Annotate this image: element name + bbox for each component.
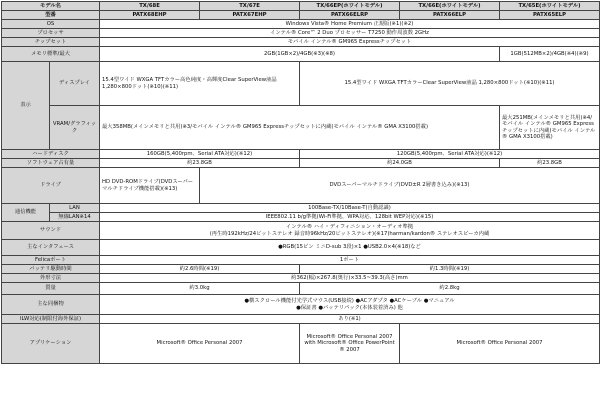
drive-value-b: DVDスーパーマルチドライブ(DVD±R 2層書き込み)(※13) [200, 168, 600, 204]
sound-value-line-2: (再生時192kHz/24ビットステレオ 録音時96kHz/20ビットステレオ)(※17)harman/kardon® ステレオスピーカ内蔵 [209, 230, 490, 237]
software-row [2, 159, 600, 168]
accessories-row [2, 295, 600, 315]
chipset-row [2, 38, 600, 47]
battery-value-b: 約1.3時間(※19) [300, 265, 600, 274]
display-row [2, 62, 600, 106]
apps-value-b: Microsoft® Office Personal 2007 with Microsoft® Office PowerPoint ® 2007 [300, 324, 400, 364]
interfaces-value: ●RGB(15ピン ミニD-sub 3段)×1 ●USB2.0×4(※18)など [100, 240, 600, 256]
weight-label: 質量 [2, 283, 100, 295]
sound-row [2, 222, 600, 240]
drive-label: ドライブ [2, 168, 100, 204]
display-label: ディスプレイ [50, 62, 100, 106]
comm-group-label: 通信機能 [2, 204, 50, 222]
sound-label: サウンド [2, 222, 100, 240]
wlan-value: IEEE802.11 b/g準拠(Wi-Fi準拠、WPA対応、128bit WEP対応)(※15) [100, 213, 600, 222]
ilw-row [2, 315, 600, 324]
accessories-value-line-2: ●保証書 ●バッテリパック(本体装着済み) 他 [296, 304, 403, 311]
dimensions-row [2, 274, 600, 283]
display-value-a: 15.4型ワイド WXGA TFTカラー高色純度・高輝度Clear SuperView液晶 1,280×800ドット(※10)(※11) [100, 62, 300, 106]
model-name-4: TX/66E(ホワイトモデル) [400, 2, 500, 11]
model-name-3: TX/66EP(ホワイトモデル) [300, 2, 400, 11]
model-name-label: モデル名 [2, 2, 100, 11]
apps-row [2, 324, 600, 364]
model-number-row [2, 11, 600, 20]
memory-label: メモリ標準/最大 [2, 47, 100, 62]
software-label: ソフトウェア占有量 [2, 159, 100, 168]
model-number-1: PATX68EHP [100, 11, 200, 20]
spec-table [1, 1, 600, 364]
memory-row [2, 47, 600, 62]
memory-value-a: 2GB(1GB×2)/4GB(※3)(※8) [100, 47, 500, 62]
memory-value-b: 1GB(512MB×2)/4GB(※4)(※9) [500, 47, 600, 62]
model-name-5: TX/65E(ホワイトモデル) [500, 2, 600, 11]
vram-value-b: 最大251MB(メインメモリと共用)※4/モバイル インテル® GM965 Expressチップセットに内蔵(モバイル インテル® GMA X3100搭載) [500, 106, 600, 150]
ilw-value: あり(※1) [100, 315, 600, 324]
os-label: OS [2, 20, 100, 29]
display-value-b: 15.4型ワイド WXGA TFTカラーClear SuperView液晶 1,280×800ドット(※10)(※11) [300, 62, 600, 106]
felica-row [2, 256, 600, 265]
battery-value-a: 約2.6時間(※19) [100, 265, 300, 274]
accessories-value-line-1: ●横スクロール機能付光学式マウス(USB接続) ●ACアダプタ ●ACケーブル ●マニュアル [244, 298, 455, 305]
ilw-label: ILW対応(制限付海外保証) [2, 315, 100, 324]
software-value-b: 約24.0GB [300, 159, 500, 168]
chipset-label: チップセット [2, 38, 100, 47]
processor-row [2, 29, 600, 38]
model-number-3: PATX66ELRP [300, 11, 400, 20]
weight-value-b: 約2.8kg [300, 283, 600, 295]
lan-label: LAN [50, 204, 100, 213]
interfaces-label: 主なインタフェース [2, 240, 100, 256]
hdd-label: ハードディスク [2, 150, 100, 159]
accessories-value [100, 295, 600, 315]
wlan-label: 無線LAN※14 [50, 213, 100, 222]
os-row [2, 20, 600, 29]
interfaces-row [2, 240, 600, 256]
weight-row [2, 283, 600, 295]
felica-value: 1ポート [100, 256, 600, 265]
os-value: Windows Vista® Home Premium 正規版(※1)(※2) [100, 20, 600, 29]
lan-row [2, 204, 600, 213]
processor-value: インテル® Core™ 2 Duo プロセッサー T7250 動作周波数 2GHz [100, 29, 600, 38]
spec-table-wrapper [1, 1, 599, 364]
display-group-label: 表示 [2, 62, 50, 150]
accessories-label: 主な同梱物 [2, 295, 100, 315]
battery-label: バッテリ駆動時間 [2, 265, 100, 274]
felica-label: Felicaポート [2, 256, 100, 265]
model-name-1: TX/68E [100, 2, 200, 11]
hdd-value-b: 120GB(5,400rpm、Serial ATA対応)(※12) [300, 150, 600, 159]
model-name-row [2, 2, 600, 11]
sound-value-line-1: インテル® ハイ・ディフィニション・オーディオ準拠 [285, 224, 414, 231]
model-number-4: PATX66ELP [400, 11, 500, 20]
drive-row [2, 168, 600, 204]
software-value-a: 約23.8GB [100, 159, 300, 168]
hdd-row [2, 150, 600, 159]
model-number-label: 型番 [2, 11, 100, 20]
hdd-value-a: 160GB(5,400rpm、Serial ATA対応)(※12) [100, 150, 300, 159]
sound-value [100, 222, 600, 240]
dimensions-value: 約362(幅)×267.8(奥行)×33.5~39.3(高さ)mm [100, 274, 600, 283]
weight-value-a: 約3.0kg [100, 283, 300, 295]
wlan-row [2, 213, 600, 222]
processor-label: プロセッサ [2, 29, 100, 38]
dimensions-label: 外形寸法 [2, 274, 100, 283]
model-name-2: TX/67E [200, 2, 300, 11]
model-number-5: PATX65ELP [500, 11, 600, 20]
apps-value-a: Microsoft® Office Personal 2007 [100, 324, 300, 364]
drive-value-a: HD DVD-ROMドライブ(DVDスーパーマルチドライブ機能搭載)(※13) [100, 168, 200, 204]
apps-label: アプリケーション [2, 324, 100, 364]
chipset-value: モバイル インテル® GM965 Expressチップセット [100, 38, 600, 47]
vram-value-a: 最大358MB(メインメモリと共用)※3/モバイル インテル® GM965 Expressチップセットに内蔵(モバイル インテル® GMA X3100搭載) [100, 106, 500, 150]
battery-row [2, 265, 600, 274]
apps-value-c: Microsoft® Office Personal 2007 [400, 324, 600, 364]
vram-row [2, 106, 600, 150]
vram-label: VRAM/グラフィック [50, 106, 100, 150]
model-number-2: PATX67EHP [200, 11, 300, 20]
software-value-c: 約23.8GB [500, 159, 600, 168]
lan-value: 100Base-TX/10Base-T(自動認識) [100, 204, 600, 213]
